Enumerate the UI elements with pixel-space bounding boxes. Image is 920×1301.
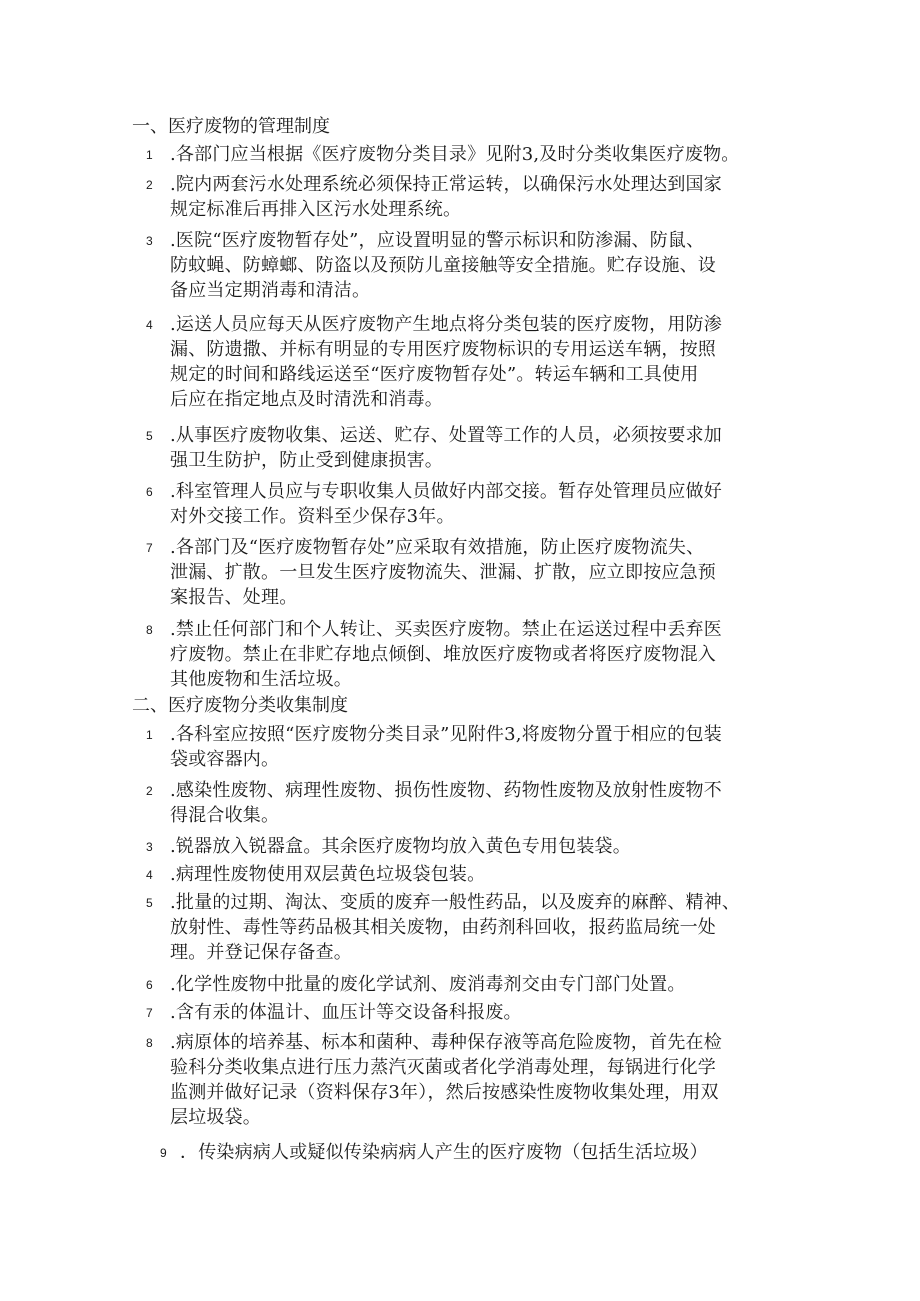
item-number: 1 (146, 148, 153, 162)
item-number: 3 (146, 840, 153, 854)
item-text: .锐器放入锐器盒。其余医疗废物均放入黄色专用包装袋。 (170, 836, 631, 857)
item-text: .各部门应当根据《医疗废物分类目录》见附3,及时分类收集医疗废物。 (170, 144, 740, 165)
item-text: .医院“医疗废物暂存处”，应设置明显的警示标识和防渗漏、防鼠、 防蚊蝇、防蟑螂、防盗以及预防儿童接触等安全措施。贮存设施、设 备应当定期消毒和清洁。 (170, 230, 716, 301)
item-number: 6 (146, 485, 153, 499)
item-number: 4 (146, 318, 153, 332)
item-text: .病理性废物使用双层黄色垃圾袋包装。 (170, 864, 486, 885)
item-number: 2 (146, 784, 153, 798)
item-number: 8 (146, 623, 153, 637)
item-text: .各部门及“医疗废物暂存处”应采取有效措施，防止医疗废物流失、 泄漏、扩散。一旦发生医疗废物流失、泄漏、扩散，应立即按应急预 案报告、处理。 (170, 537, 716, 608)
section-title-classification: 二、医疗废物分类收集制度 (132, 695, 348, 716)
item-text: .运送人员应每天从医疗废物产生地点将分类包装的医疗废物，用防渗 漏、防遗撒、并标有明显的专用医疗废物标识的专用运送车辆，按照 规定的时间和路线运送至“医疗废物暂存处”。转运车辆和工具使用 后应在指定地点及时清洗和消毒。 (170, 314, 722, 410)
item-number: 1 (146, 728, 153, 742)
item-text: .批量的过期、淘汰、变质的废弃一般性药品，以及废弃的麻醉、精神、 放射性、毒性等药品极其相关废物，由药剂科回收，报药监局统一处 理。并登记保存备查。 (170, 892, 741, 963)
item-text: .病原体的培养基、标本和菌种、毒种保存液等高危险废物，首先在检 验科分类收集点进行压力蒸汽灭菌或者化学消毒处理，每锅进行化学 监测并做好记录（资料保存3年），然后按感染性废物收集处理，用双 层垃圾袋。 (170, 1032, 722, 1128)
item-text: .从事医疗废物收集、运送、贮存、处置等工作的人员，必须按要求加 强卫生防护，防止受到健康损害。 (170, 425, 722, 471)
item-text: .含有汞的体温计、血压计等交设备科报废。 (170, 1002, 522, 1023)
item-number: 7 (146, 1006, 153, 1020)
item-number: 4 (146, 868, 153, 882)
item-text: .禁止任何部门和个人转让、买卖医疗废物。禁止在运送过程中丢弃医 疗废物。禁止在非贮存地点倾倒、堆放医疗废物或者将医疗废物混入 其他废物和生活垃圾。 (170, 619, 722, 690)
item-text: .科室管理人员应与专职收集人员做好内部交接。暂存处管理员应做好 对外交接工作。资料至少保存3年。 (170, 481, 722, 527)
item-number: 7 (146, 541, 153, 555)
item-number: 6 (146, 978, 153, 992)
item-number: 9 (160, 1146, 167, 1160)
item-text: .院内两套污水处理系统必须保持正常运转，以确保污水处理达到国家 规定标准后再排入区污水处理系统。 (170, 174, 722, 220)
item-text: .各科室应按照“医疗废物分类目录”见附件3,将废物分置于相应的包装 袋或容器内。 (170, 724, 722, 770)
item-number: 2 (146, 178, 153, 192)
section-title-management: 一、医疗废物的管理制度 (132, 116, 330, 137)
item-number: 8 (146, 1036, 153, 1050)
item-number: 5 (146, 429, 153, 443)
item-number: 3 (146, 234, 153, 248)
item-text: .化学性废物中批量的废化学试剂、废消毒剂交由专门部门处置。 (170, 974, 686, 995)
item-number: 5 (146, 896, 153, 910)
item-text: .感染性废物、病理性废物、损伤性废物、药物性废物及放射性废物不 得混合收集。 (170, 780, 722, 826)
item-text: ．传染病病人或疑似传染病病人产生的医疗废物（包括生活垃圾） (180, 1142, 708, 1163)
